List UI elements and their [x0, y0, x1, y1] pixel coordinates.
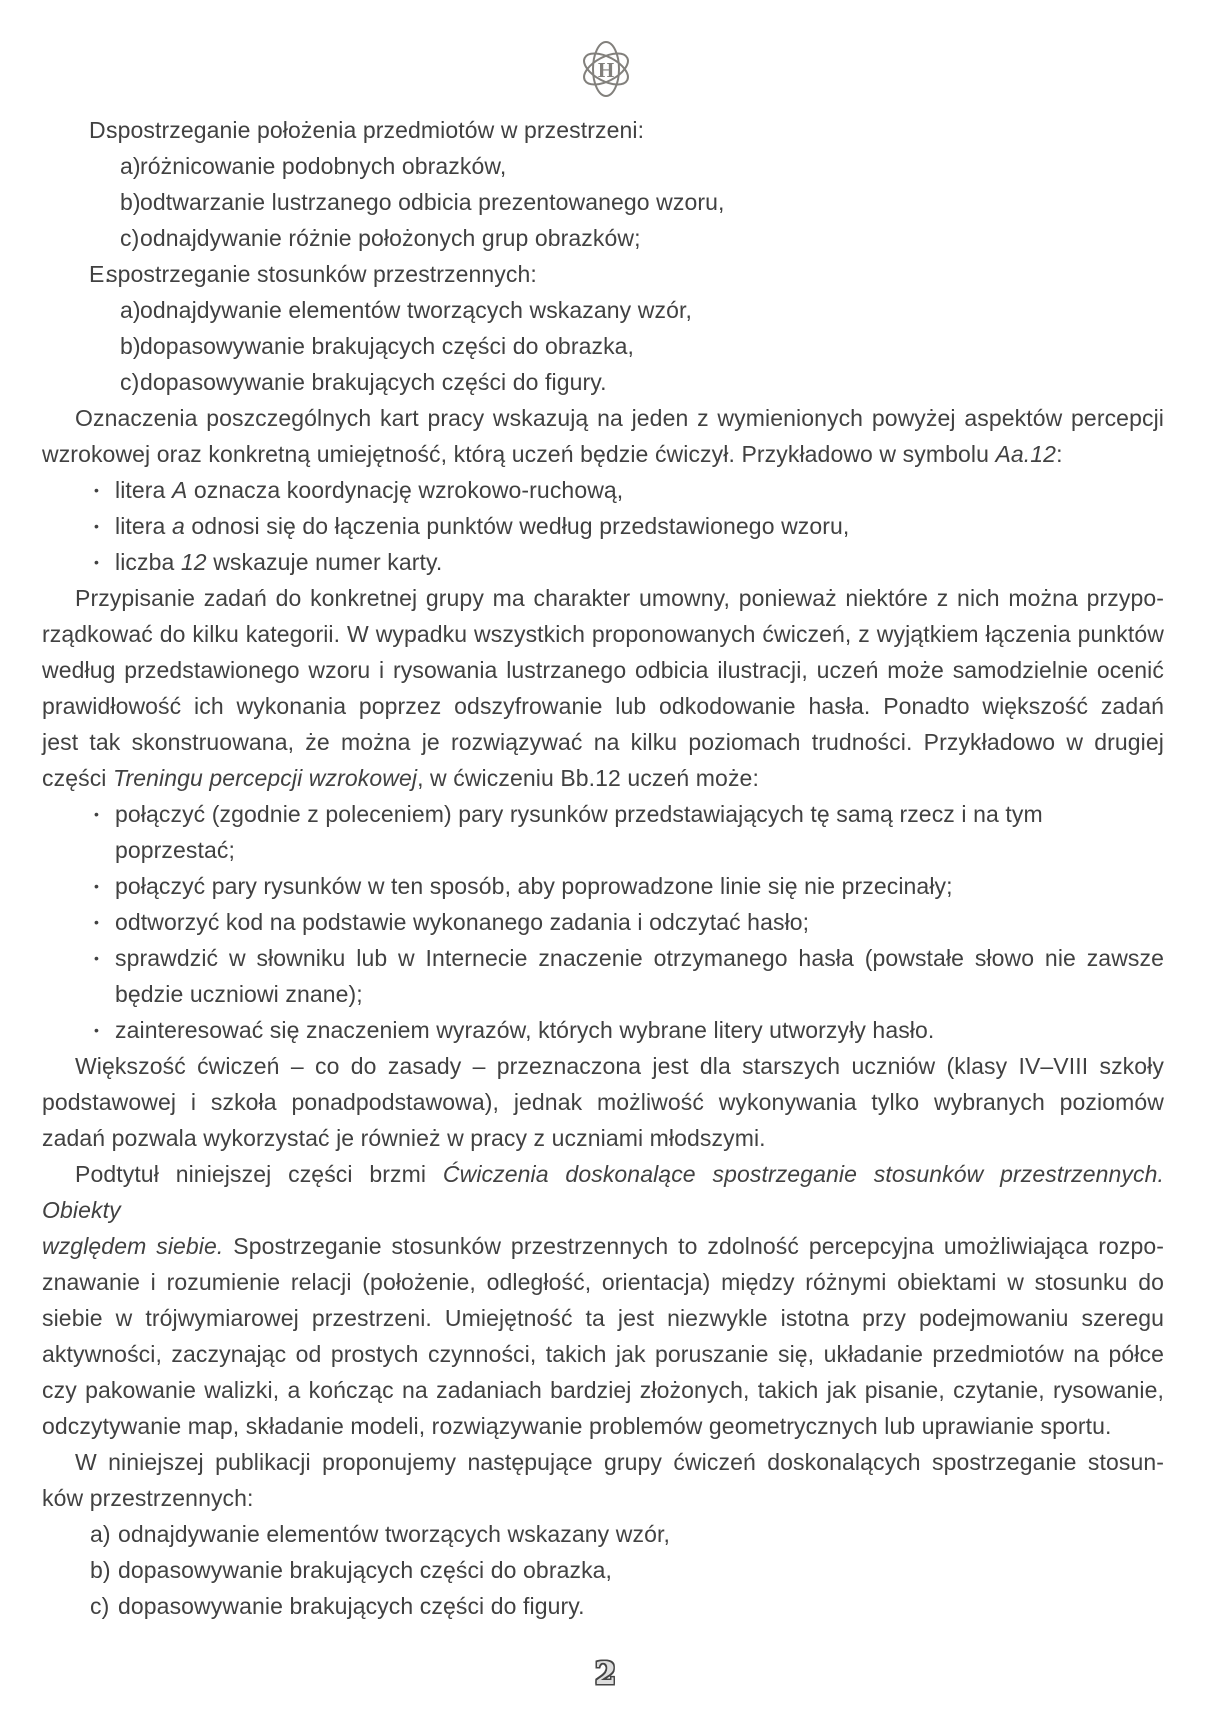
- paragraph-line: ków przestrzennych:: [42, 1485, 254, 1511]
- list-item-text: dopasowywanie brakujących części do figury.: [118, 1593, 585, 1619]
- list-item: [42, 256, 1164, 292]
- paragraph-line: części Treningu percepcji wzrokowej, w ćwiczeniu Bb.12 uczeń może:: [42, 765, 759, 791]
- bullet-line: • sprawdzić w słowniku lub w Internecie znaczenie otrzymanego hasła (powstałe słowo nie zawsze: [42, 940, 1164, 976]
- paragraph-line: W niniejszej publikacji proponujemy następujące grupy ćwiczeń doskonalących spostrzeganie stosun-: [75, 1449, 1164, 1475]
- paragraph-line: wzrokowej oraz konkretną umiejętność, którą uczeń będzie ćwiczył. Przykładowo w symbolu Aa.12:: [42, 441, 1063, 467]
- list-item-label: b): [120, 189, 141, 215]
- list-item: [42, 292, 1164, 328]
- paragraph-line: podstawowej i szkoła ponadpodstawowa), jednak możliwość wykonywania tylko wybranych poziomów: [42, 1089, 1164, 1115]
- list-item: [42, 220, 1164, 256]
- bullet-line: • odtworzyć kod na podstawie wykonanego zadania i odczytać hasło;: [42, 904, 1164, 940]
- paragraph-line: Podtytuł niniejszej części brzmi Ćwiczenia doskonalące spostrzeganie stosunków przestrzennych. Obiekty: [42, 1161, 1164, 1223]
- bullet-icon: •: [94, 950, 100, 966]
- paragraph-line: znawanie i rozumienie relacji (położenie, odległość, orientacja) między różnymi obiektami w stosunku do: [42, 1269, 1164, 1295]
- list-item-text: spostrzeganie stosunków przestrzennych:: [106, 261, 537, 287]
- list-item-label: c): [120, 225, 140, 251]
- paragraph-line: jest tak skonstruowana, że można je rozwiązywać na kilku poziomach trudności. Przykładowo w drugiej: [42, 729, 1164, 755]
- list-item-text: dopasowywanie brakujących części do obrazka,: [118, 1557, 613, 1583]
- bullet-icon: •: [94, 806, 100, 822]
- list-item-label: c): [90, 1593, 110, 1619]
- list-item: [42, 1552, 1164, 1588]
- list-item: [42, 364, 1164, 400]
- paragraph-line: względem siebie. Spostrzeganie stosunków przestrzennych to zdolność percepcyjna umożliwiająca rozpo-: [42, 1233, 1164, 1259]
- document-body-text: [42, 112, 1164, 1624]
- bullet-line: • zainteresować się znaczeniem wyrazów, których wybrane litery utworzyły hasło.: [42, 1012, 1164, 1048]
- list-item: [42, 1516, 1164, 1552]
- logo-letter: H: [597, 58, 615, 82]
- list-item-text: odnajdywanie elementów tworzących wskazany wzór,: [140, 297, 692, 323]
- list-item-label: a): [120, 153, 141, 179]
- list-item-label: D.: [89, 117, 113, 143]
- list-item: [42, 1588, 1164, 1624]
- paragraph-line: Większość ćwiczeń – co do zasady – przeznaczona jest dla starszych uczniów (klasy IV–VIII szkoły: [75, 1053, 1164, 1079]
- bullet-icon: •: [94, 914, 100, 930]
- paragraph-line: czy pakowanie walizki, a kończąc na zadaniach bardziej złożonych, takich jak pisanie, czytanie, rysowanie,: [42, 1377, 1164, 1403]
- bullet-line: będzie uczniowi znane);: [115, 981, 363, 1007]
- bullet-icon: •: [94, 518, 100, 534]
- list-item-text: odnajdywanie elementów tworzących wskazany wzór,: [118, 1521, 670, 1547]
- bullet-icon: •: [94, 878, 100, 894]
- list-item-label: c): [120, 369, 140, 395]
- bullet-icon: •: [94, 1022, 100, 1038]
- paragraph-line: odczytywanie map, składanie modeli, rozwiązywanie problemów geometrycznych lub uprawianie sportu.: [42, 1413, 1112, 1439]
- list-item-label: E.: [89, 261, 111, 287]
- list-item-text: odtwarzanie lustrzanego odbicia prezentowanego wzoru,: [140, 189, 725, 215]
- list-item-label: a): [120, 297, 141, 323]
- list-item-text: dopasowywanie brakujących części do obrazka,: [140, 333, 635, 359]
- list-item: [42, 112, 1164, 148]
- paragraph-line: Przypisanie zadań do konkretnej grupy ma charakter umowny, ponieważ niektóre z nich można przypo-: [75, 585, 1164, 611]
- list-item-label: b): [120, 333, 141, 359]
- paragraph-line: siebie w trójwymiarowej przestrzeni. Umiejętność ta jest niezwykle istotna przy podejmowaniu szeregu: [42, 1305, 1164, 1331]
- paragraph-line: według przedstawionego wzoru i rysowania lustrzanego odbicia ilustracji, uczeń może samodzielnie ocenić: [42, 657, 1164, 683]
- list-item: [42, 184, 1164, 220]
- list-item-text: dopasowywanie brakujących części do figury.: [140, 369, 607, 395]
- paragraph-line: prawidłowość ich wykonania poprzez odszyfrowanie lub odkodowanie hasła. Ponadto większość zadań: [42, 693, 1164, 719]
- list-item: [42, 328, 1164, 364]
- paragraph-line: zadań pozwala wykorzystać je również w pracy z uczniami młodszymi.: [42, 1125, 766, 1151]
- list-item: [42, 148, 1164, 184]
- paragraph-line: aktywności, zaczynając od prostych czynności, takich jak poruszanie się, układanie przedmiotów na półce: [42, 1341, 1164, 1367]
- page-number: 2: [594, 1656, 617, 1692]
- bullet-line: • litera a odnosi się do łączenia punktów według przedstawionego wzoru,: [42, 508, 1164, 544]
- list-item-text: spostrzeganie położenia przedmiotów w przestrzeni:: [106, 117, 645, 143]
- bullet-icon: •: [94, 482, 100, 498]
- bullet-line: • liczba 12 wskazuje numer karty.: [42, 544, 1164, 580]
- paragraph-line: rządkować do kilku kategorii. W wypadku wszystkich proponowanych ćwiczeń, z wyjątkiem łączenia punktów: [42, 621, 1164, 647]
- list-item-label: a): [90, 1521, 111, 1547]
- list-item-text: różnicowanie podobnych obrazków,: [140, 153, 507, 179]
- bullet-line: • połączyć pary rysunków w ten sposób, aby poprowadzone linie się nie przecinały;: [42, 868, 1164, 904]
- bullet-line: • litera A oznacza koordynację wzrokowo-ruchową,: [42, 472, 1164, 508]
- list-item-text: odnajdywanie różnie położonych grup obrazków;: [140, 225, 641, 251]
- list-item-label: b): [90, 1557, 111, 1583]
- paragraph-line: Oznaczenia poszczególnych kart pracy wskazują na jeden z wymienionych powyżej aspektów percepcji: [75, 405, 1164, 431]
- bullet-line: • połączyć (zgodnie z poleceniem) pary rysunków przedstawiających tę samą rzecz i na tym poprzestać;: [42, 796, 1164, 868]
- publisher-atom-logo: [580, 40, 632, 98]
- bullet-icon: •: [94, 554, 100, 570]
